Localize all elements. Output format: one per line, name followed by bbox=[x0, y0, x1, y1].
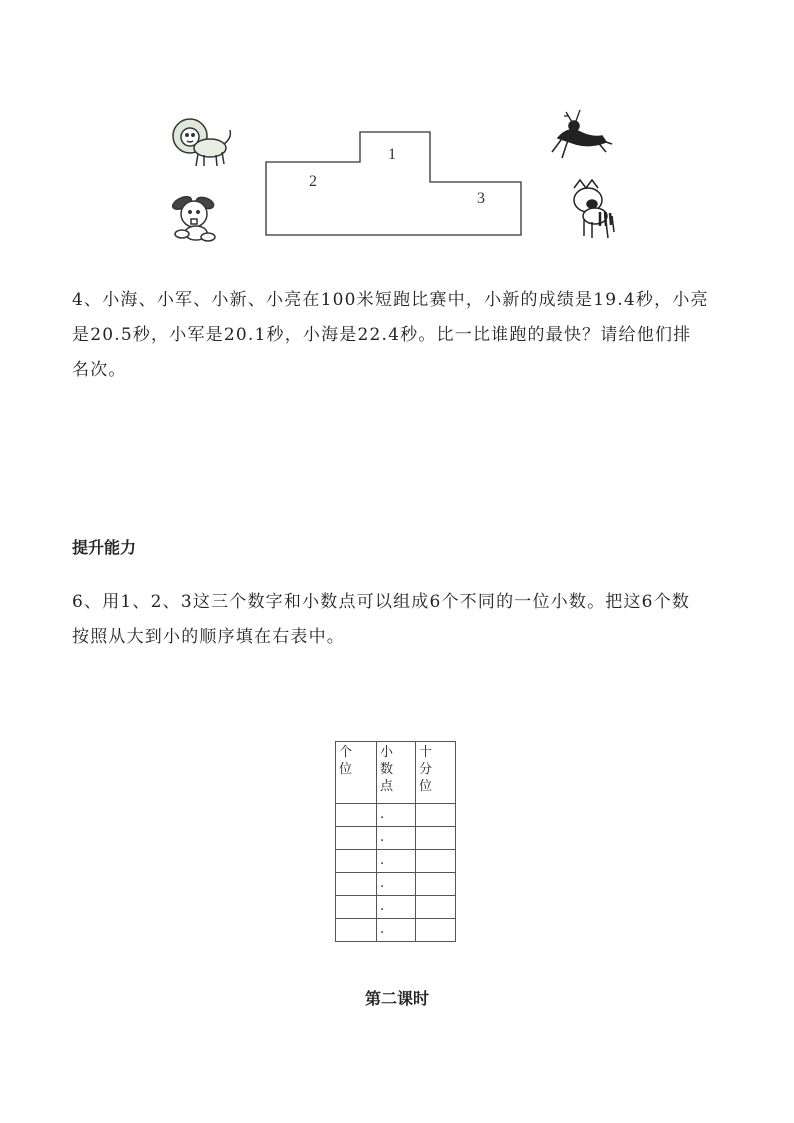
question-4-line-1: 4、小海、小军、小新、小亮在100米短跑比赛中，小新的成绩是19.4秒，小亮 bbox=[72, 290, 709, 310]
rabbit-icon bbox=[171, 194, 215, 241]
question-6-line-2: 按照从大到小的顺序填在右表中。 bbox=[72, 627, 345, 647]
cell-decimal-point: . bbox=[377, 804, 416, 827]
header-ones: 个 位 bbox=[336, 742, 377, 804]
cell-tenths[interactable] bbox=[416, 873, 456, 896]
table-row bbox=[336, 827, 456, 850]
cell-tenths[interactable] bbox=[416, 804, 456, 827]
header-decimal-point: 小 数 点 bbox=[377, 742, 416, 804]
cell-tenths[interactable] bbox=[416, 827, 456, 850]
table-row bbox=[336, 873, 456, 896]
header-tenths: 十 分 位 bbox=[416, 742, 456, 804]
cell-decimal-point: . bbox=[377, 896, 416, 919]
podium-place-3: 3 bbox=[477, 190, 485, 207]
place-value-table bbox=[335, 741, 456, 942]
question-6 bbox=[72, 585, 732, 655]
podium-illustration bbox=[160, 108, 630, 248]
cell-ones[interactable] bbox=[336, 873, 377, 896]
cell-decimal-point: . bbox=[377, 850, 416, 873]
table-row bbox=[336, 804, 456, 827]
question-4-line-3: 名次。 bbox=[72, 360, 127, 380]
cell-ones[interactable] bbox=[336, 896, 377, 919]
podium-place-2: 2 bbox=[309, 173, 317, 190]
cell-tenths[interactable] bbox=[416, 919, 456, 942]
lion-icon bbox=[173, 119, 230, 166]
cell-ones[interactable] bbox=[336, 850, 377, 873]
cell-decimal-point: . bbox=[377, 873, 416, 896]
question-6-line-1: 6、用1、2、3这三个数字和小数点可以组成6个不同的一位小数。把这6个数 bbox=[72, 592, 691, 612]
zebra-icon bbox=[574, 180, 614, 238]
cell-ones[interactable] bbox=[336, 919, 377, 942]
table-row bbox=[336, 896, 456, 919]
cell-tenths[interactable] bbox=[416, 850, 456, 873]
podium-place-1: 1 bbox=[388, 146, 396, 163]
section-title: 提升能力 bbox=[72, 538, 137, 557]
cell-decimal-point: . bbox=[377, 827, 416, 850]
lesson-title: 第二课时 bbox=[364, 989, 429, 1008]
question-4 bbox=[72, 283, 732, 388]
cell-ones[interactable] bbox=[336, 827, 377, 850]
table-row bbox=[336, 850, 456, 873]
question-4-line-2: 是20.5秒，小军是20.1秒，小海是22.4秒。比一比谁跑的最快？请给他们排 bbox=[72, 325, 692, 345]
table-header-row bbox=[336, 742, 456, 804]
cell-tenths[interactable] bbox=[416, 896, 456, 919]
deer-icon bbox=[552, 110, 612, 158]
cell-decimal-point: . bbox=[377, 919, 416, 942]
cell-ones[interactable] bbox=[336, 804, 377, 827]
table-row bbox=[336, 919, 456, 942]
